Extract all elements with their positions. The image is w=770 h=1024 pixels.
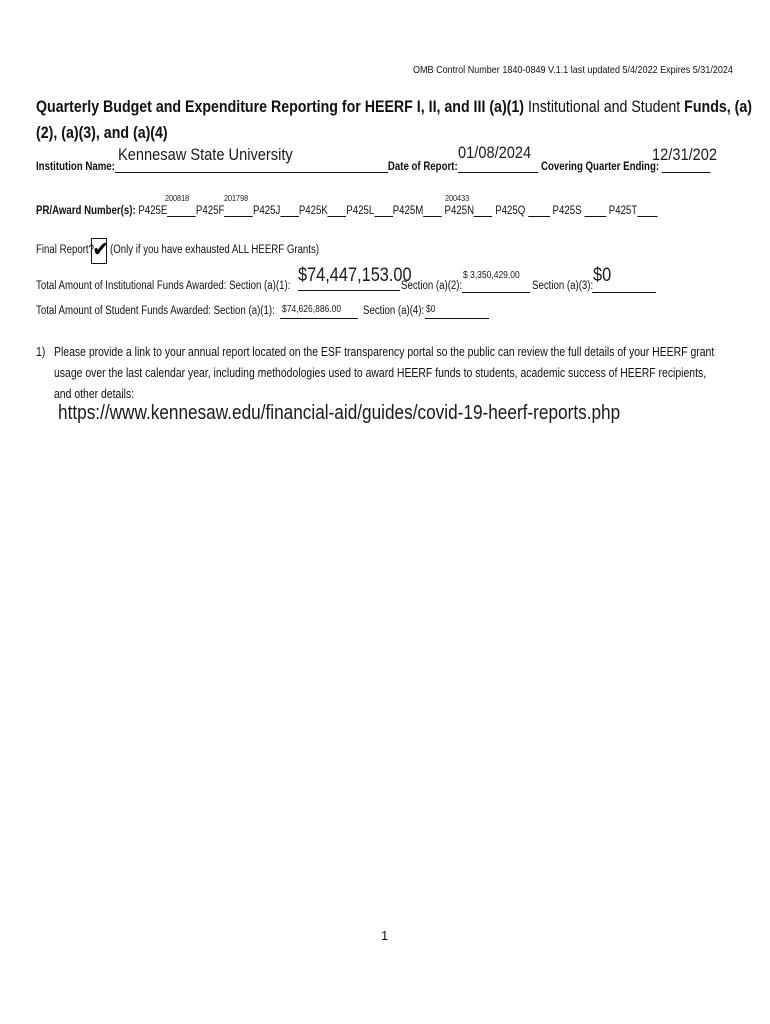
form-title <box>36 94 758 146</box>
award-row <box>36 204 657 217</box>
student-a4-value[interactable]: $0 <box>426 304 436 315</box>
title-part-2: Institutional and Student <box>527 98 681 116</box>
institutional-a3-line <box>592 292 656 293</box>
institutional-a1-line <box>298 290 400 291</box>
award-code-k: P425K <box>298 205 328 217</box>
title-part-3: Funds, (a)(2), (a)(3), and (a)(4) <box>36 98 752 142</box>
award-fill-e[interactable]: 200818 <box>165 193 190 203</box>
institutional-a3-value[interactable]: $0 <box>593 265 612 286</box>
date-line <box>458 160 539 173</box>
institutional-a2-value[interactable]: $ 3,350,429.00 <box>463 270 520 281</box>
institutional-a2-line <box>462 292 530 293</box>
question-text: Please provide a link to your annual report located on the ESF transparency portal so the public can review the full details of your HEERF grant usage over the last calendar year, including methodologies used to award HEERF funds to students, academic success of HEERF recipients, and other details: <box>54 345 715 401</box>
award-code-m: P425M <box>392 205 424 217</box>
award-code-e: P425E <box>138 205 168 217</box>
omb-control-number: OMB Control Number 1840-0849 V.1.1 last updated 5/4/2022 Expires 5/31/2024 <box>413 64 733 76</box>
award-code-j: P425J <box>252 205 281 217</box>
annual-report-link[interactable]: https://www.kennesaw.edu/financial-aid/guides/covid-19-heerf-reports.php <box>58 402 621 424</box>
quarter-ending-value[interactable]: 12/31/202 <box>652 145 718 164</box>
final-report-label: Final Report? <box>36 244 94 256</box>
institutional-a3-label: Section (a)(3): <box>532 280 594 292</box>
award-code-q: P425Q <box>495 205 526 217</box>
student-funds-label: Total Amount of Student Funds Awarded: Section (a)(1): <box>36 305 275 317</box>
quarter-line <box>662 160 711 173</box>
institutional-a2-label: Section (a)(2): <box>401 280 463 292</box>
final-report-note: (Only if you have exhausted ALL HEERF Grants) <box>110 244 320 256</box>
question-number: 1) <box>36 345 46 359</box>
institutional-funds-label: Total Amount of Institutional Funds Awarded: Section (a)(1): <box>36 280 291 292</box>
institutional-a1-value[interactable]: $74,447,153.00 <box>298 265 412 286</box>
student-a1-line <box>280 318 358 319</box>
award-code-l: P425L <box>346 205 375 217</box>
award-code-t: P425T <box>608 205 638 217</box>
page-number: 1 <box>381 928 389 943</box>
date-of-report-value[interactable]: 01/08/2024 <box>458 143 532 162</box>
award-code-n: P425N <box>444 205 475 217</box>
award-fill-m[interactable]: 200433 <box>445 193 470 203</box>
student-a4-label: Section (a)(4): <box>363 305 425 317</box>
award-fill-f[interactable]: 201798 <box>224 193 249 203</box>
institution-row <box>36 160 710 173</box>
title-part-1: Quarterly Budget and Expenditure Reporting for HEERF I, II, and III (a)(1) <box>36 98 525 116</box>
institution-name-line <box>115 160 388 173</box>
institution-name-value[interactable]: Kennesaw State University <box>118 145 293 164</box>
award-label: PR/Award Number(s): <box>36 205 136 217</box>
quarter-ending-label: Covering Quarter Ending: <box>540 161 660 173</box>
award-code-s: P425S <box>552 205 582 217</box>
student-a4-line <box>425 318 489 319</box>
checkmark-icon: ✔ <box>92 238 110 261</box>
student-a1-value[interactable]: $74,626,886.00 <box>282 304 342 315</box>
date-of-report-label: Date of Report: <box>387 161 458 173</box>
award-code-f: P425F <box>195 205 225 217</box>
institution-name-label: Institution Name: <box>36 161 115 173</box>
